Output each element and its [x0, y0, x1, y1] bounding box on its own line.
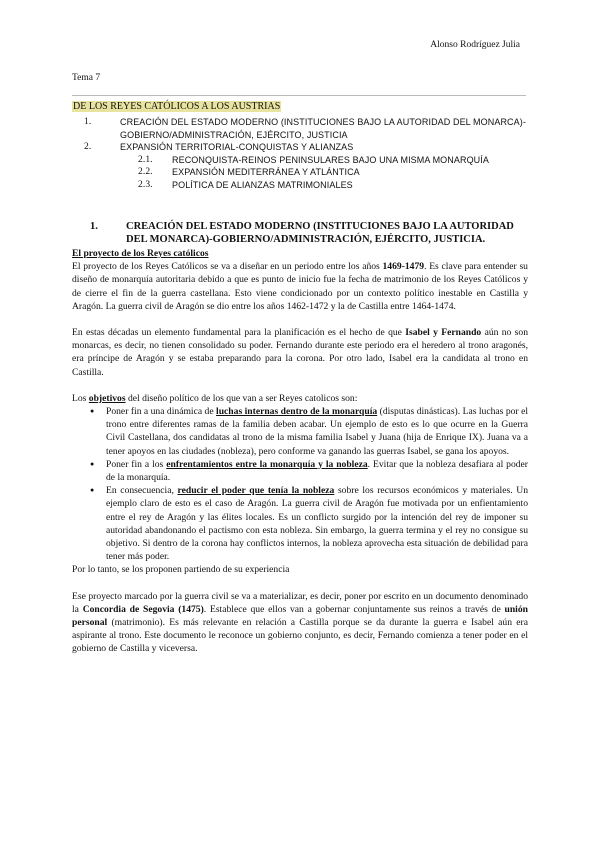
emphasis: luchas internas dentro de la monarquía: [216, 406, 378, 418]
paragraph: [72, 260, 528, 313]
outline-item-number: 2.: [84, 142, 92, 153]
text-run: . Es clave para entender su diseño de monarquía autoritaria debido a que es punto de inicio fue la fecha de matrimonio de los Reyes Católicos y de cierre el fin de la guerra castellana. Esto viene condicionado por un contexto político inestable en Castilla y Aragón. La guerra civil de Aragón se dio entre los años 1462-1472 y la de Castilla entre 1464-1474.: [72, 261, 528, 312]
emphasis: reducir el poder que tenía la nobleza: [177, 485, 335, 497]
outline-item-text: CREACIÓN DEL ESTADO MODERNO (INSTITUCIONES BAJO LA AUTORIDAD DEL MONARCA)-GOBIERNO/ADMINISTRACIÓN, EJÉRCITO, JUSTICIA: [120, 117, 526, 140]
divider: [72, 95, 526, 96]
text-run: del diseño político de los que van a ser Reyes catolicos son:: [125, 392, 358, 404]
outline-subitem-number: 2.3.: [138, 179, 153, 190]
outline-item-number: 1.: [84, 117, 92, 127]
text-run: Poner fin a los: [106, 458, 167, 470]
text-run: (disputas dinásticas). Las luchas por el trono entre diferentes ramas de la familia deben acabar. Un ejemplo de esto es lo que ocurre en la Guerra Civil Castellana, dos candidatas al trono de la misma familia Isabel y Juana (hija de Enrique IX). Juana va a tener apoyos en las ciudades (nobleza), pero conforme va ganando las guerras Isabel, se gana los apoyos.: [106, 406, 528, 457]
paragraph: Por lo tanto, se los proponen partiendo de su experiencia: [72, 564, 290, 576]
emphasis: objetivos: [88, 392, 126, 404]
text-run: . Evitar que la nobleza desafiara al poder de la monarquía.: [106, 458, 529, 484]
objectives-list: [72, 405, 528, 563]
author-name: Alonso Rodríguez Julia: [430, 40, 520, 50]
paragraph: [72, 392, 528, 405]
outline-subitem-text: EXPANSIÓN MEDITERRÁNEA Y ATLÁNTICA: [172, 167, 360, 178]
emphasis: Isabel y Fernando: [405, 327, 482, 339]
text-run: aún no son monarcas, es decir, no tienen consolidado su poder. Fernando durante este periodo era el heredero al trono aragonés, era príncipe de Aragón y se estaba preparando para la corona. Por otro lado, Isabel era la candidata al trono en Castilla.: [72, 327, 529, 378]
outline-title: DE LOS REYES CATÓLICOS A LOS AUSTRIAS: [73, 101, 281, 112]
outline-item: [72, 116, 528, 141]
text-run: sobre los recursos económicos y materiales. Un ejemplo claro de esto es el caso de Aragón. La guerra civil de Aragón fue motivada por un enfientamiento entre el rey de Aragón y las élites locales. Es un conflicto surgido por la intención del rey de imponer su autoridad abandonando el pactismo con esta nobleza. Sin embargo, la guerra termina y el rey no consigue su objetivo. Si dentro de la corona hay conflictos internos, la nobleza aprovecha esta situación de debilidad para tener más poder.: [106, 485, 528, 563]
body-text: [72, 247, 528, 656]
outline-subitem-number: 2.2.: [138, 167, 153, 178]
text-run: Ese proyecto marcado por la guerra civil se va a materializar, es decir, poner por escrito en un documento denominado la: [72, 590, 528, 615]
text-run: En consecuencia,: [106, 485, 178, 497]
emphasis: unión personal: [72, 603, 528, 629]
text-run: Los: [72, 392, 89, 404]
outline-subitem: [72, 179, 528, 192]
emphasis: 1469-1479: [382, 261, 425, 273]
emphasis: enfrentamientos entre la monarquía y la nobleza: [166, 458, 368, 470]
outline-subitem-number: 2.1.: [138, 154, 153, 165]
outline-subitem: [72, 154, 528, 167]
outline-item-text: EXPANSIÓN TERRITORIAL-CONQUISTAS Y ALIANZAS: [120, 142, 354, 153]
outline-list: [72, 116, 528, 192]
outline-subitem-text: POLÍTICA DE ALIANZAS MATRIMONIALES: [172, 179, 353, 190]
outline-subitem: [72, 166, 528, 179]
text-run: En estas décadas un elemento fundamental para la planificación es el hecho de que: [72, 327, 406, 339]
paragraph: [72, 326, 528, 379]
topic-label: Tema 7: [72, 73, 101, 83]
text-run: (matrimonio). Es más relevante en relación a Castilla porque se da durante la guerra e Isabel aún era aspirante al trono. Este documento le reconoce un gobierno conjunto, es decir, Fernando comienza a tener poder en el gobierno de Castilla y viceversa.: [72, 617, 528, 655]
section-title: CREACIÓN DEL ESTADO MODERNO (INSTITUCIONES BAJO LA AUTORIDAD DEL MONARCA)-GOBIERNO/ADMINISTRACIÓN, EJÉRCITO, JUSTICIA.: [126, 221, 514, 245]
text-run: Poner fin a una dinámica de: [106, 406, 217, 418]
section-number: 1.: [90, 221, 98, 232]
outline-subitem-text: RECONQUISTA-REINOS PENINSULARES BAJO UNA MISMA MONARQUÍA: [172, 154, 489, 165]
list-item: [72, 405, 528, 458]
text-run: . Establece que ellos van a gobernar conjuntamente sus reinos a través de: [203, 603, 505, 615]
outline-item: [72, 141, 528, 154]
paragraph: [72, 590, 528, 656]
text-run: El proyecto de los Reyes Católicos se va a diseñar en un periodo entre los años: [72, 261, 383, 273]
section-heading: [72, 220, 528, 246]
list-item: [72, 458, 528, 484]
subheading: El proyecto de los Reyes católicos: [72, 248, 209, 259]
emphasis: Concordia de Segovia (1475): [82, 603, 204, 615]
list-item: [72, 484, 528, 563]
